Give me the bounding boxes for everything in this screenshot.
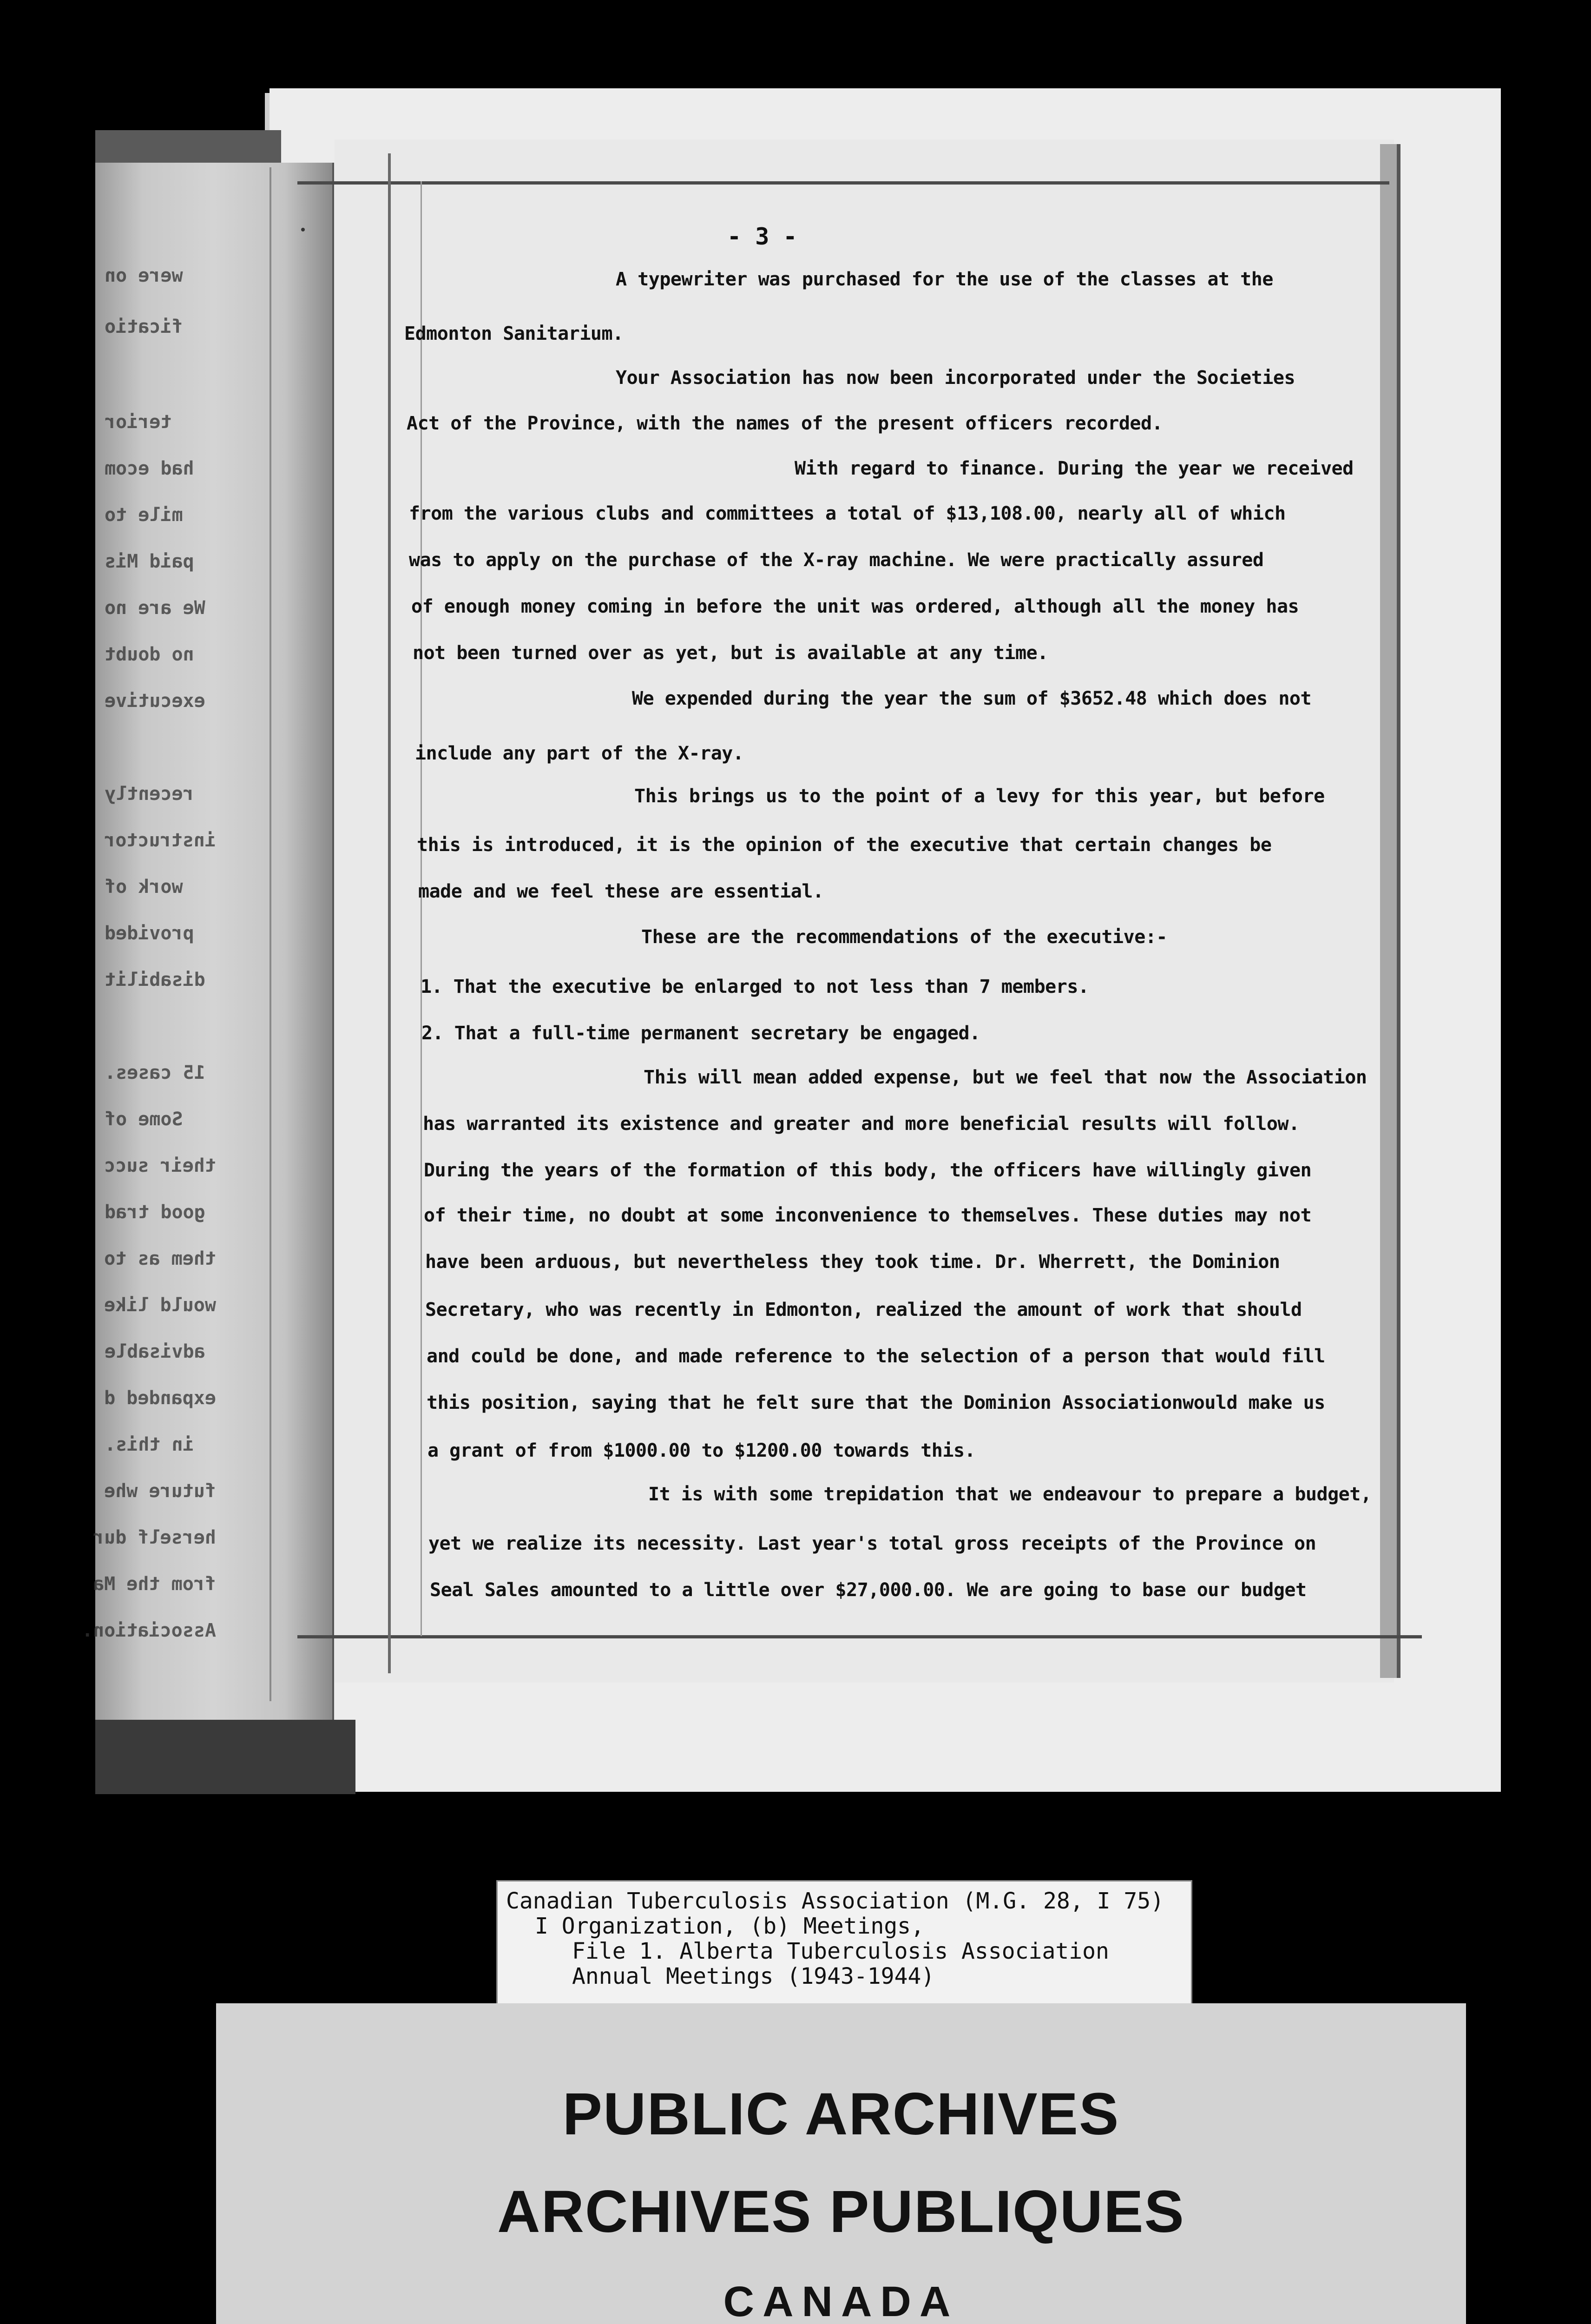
previous-page-fragment: their succ (104, 1155, 216, 1176)
typed-line: Your Association has now been incorporated under the Societies (616, 367, 1295, 389)
previous-page-fragment: Association. (82, 1620, 216, 1641)
previous-page-fragment: 15 cases. (105, 1062, 205, 1083)
previous-page-fragment: no doubt (105, 644, 194, 665)
previous-page-fragment: good trad (105, 1202, 205, 1223)
typed-line: 1. That the executive be enlarged to not less than 7 members. (421, 976, 1089, 997)
bottom-rule (297, 1635, 1422, 1638)
previous-page-fragment: provided (105, 923, 194, 944)
typed-line: has warranted its existence and greater and more beneficial results will follow. (423, 1113, 1300, 1135)
page-right-edge-dark (1397, 144, 1400, 1678)
fold-crease (270, 167, 271, 1701)
previous-page-fragment: terior (105, 411, 172, 433)
typed-line: include any part of the X-ray. (415, 743, 744, 764)
typed-line: With regard to finance. During the year we received (795, 458, 1354, 479)
label-line: Annual Meetings (1943-1944) (572, 1963, 935, 1989)
typed-line: Act of the Province, with the names of the present officers recorded. (407, 413, 1163, 434)
typed-line: 2. That a full-time permanent secretary be engaged. (421, 1023, 980, 1044)
typed-line: made and we feel these are essential. (418, 881, 824, 902)
typed-line: this is introduced, it is the opinion of the executive that certain changes be (417, 834, 1272, 856)
previous-page-fragment: future whe (104, 1480, 216, 1502)
page-number: - 3 - (727, 223, 797, 250)
previous-page-fragment: mile to (105, 504, 183, 526)
typed-line: a grant of from $1000.00 to $1200.00 towards this. (427, 1440, 976, 1461)
previous-page-fragment: would like (104, 1294, 216, 1316)
typed-line: of their time, no doubt at some inconvenience to themselves. These duties may not (424, 1205, 1312, 1226)
banner-line-english: PUBLIC ARCHIVES (562, 2081, 1120, 2147)
previous-page-fragment: paid Mis (105, 551, 194, 572)
previous-page-fragment: advisable (105, 1341, 205, 1362)
typed-line: It is with some trepidation that we endeavour to prepare a budget, (648, 1484, 1372, 1505)
typed-line: We expended during the year the sum of $3652.48 which does not (632, 688, 1312, 709)
previous-page-fragment: had ecom (105, 458, 194, 479)
typed-line: This will mean added expense, but we feel that now the Association (644, 1067, 1367, 1088)
typed-line: not been turned over as yet, but is available at any time. (413, 642, 1048, 664)
previous-page-fragment: instructor (104, 830, 216, 851)
previous-page-fragment: in this. (105, 1434, 194, 1455)
typed-line: of enough money coming in before the unit was ordered, although all the money has (411, 596, 1299, 617)
label-line: I Organization, (b) Meetings, (535, 1913, 925, 1939)
typed-line: and could be done, and made reference to the selection of a person that would fill (427, 1346, 1325, 1367)
previous-page-fragment: disabilit (105, 969, 205, 990)
typed-line: Edmonton Sanitarium. (404, 323, 624, 344)
archive-reference-label (496, 1880, 1192, 2006)
banner-line-country: CANADA (723, 2278, 959, 2324)
left-margin-rule (388, 153, 391, 1673)
typed-line: yet we realize its necessity. Last year's total gross receipts of the Province on (428, 1533, 1316, 1554)
label-line: Canadian Tuberculosis Association (M.G. 28, I 75) (506, 1888, 1164, 1914)
typed-line: was to apply on the purchase of the X-ray machine. We were practically assured (409, 549, 1264, 571)
top-rule (297, 181, 1389, 185)
previous-page-fragment: herself dur (93, 1527, 216, 1548)
previous-page-fragment: We are no (105, 597, 205, 619)
rolled-page-top (95, 130, 281, 167)
typed-line: Secretary, who was recently in Edmonton, realized the amount of work that should (425, 1299, 1302, 1320)
typed-line: Seal Sales amounted to a little over $27,000.00. We are going to base our budget (430, 1579, 1307, 1601)
typed-line: from the various clubs and committees a total of $13,108.00, nearly all of which (409, 503, 1286, 524)
public-archives-banner (216, 2003, 1466, 2324)
previous-page-fragment: recently (105, 783, 194, 805)
previous-page-fragment: executive (105, 690, 205, 712)
fold-shadow (95, 1720, 355, 1794)
previous-page-fragment: them as to (104, 1248, 216, 1269)
typed-line: this position, saying that he felt sure that the Dominion Associationwould make us (427, 1392, 1325, 1413)
previous-page-fragment: were on (105, 265, 183, 286)
typed-line: A typewriter was purchased for the use of the classes at the (616, 269, 1273, 290)
previous-page-fragment: expanded d (104, 1387, 216, 1409)
page-right-edge (1380, 144, 1397, 1678)
typed-line: This brings us to the point of a levy for this year, but before (634, 786, 1325, 807)
left-margin-rule-inner (421, 181, 422, 1636)
typed-line: During the years of the formation of this body, the officers have willingly given (424, 1160, 1312, 1181)
typed-line: These are the recommendations of the executive:- (641, 926, 1167, 948)
typed-line: have been arduous, but nevertheless they took time. Dr. Wherrett, the Dominion (425, 1251, 1280, 1273)
previous-page-fragment: work of (105, 876, 183, 898)
previous-page-fragment: from the Ma (93, 1573, 216, 1595)
label-line: File 1. Alberta Tuberculosis Association (572, 1938, 1109, 1964)
film-speck (301, 228, 305, 231)
banner-line-french: ARCHIVES PUBLIQUES (497, 2179, 1185, 2245)
previous-page-fragment: ficatio (105, 316, 183, 337)
previous-page-fragment: Some of (105, 1109, 183, 1130)
